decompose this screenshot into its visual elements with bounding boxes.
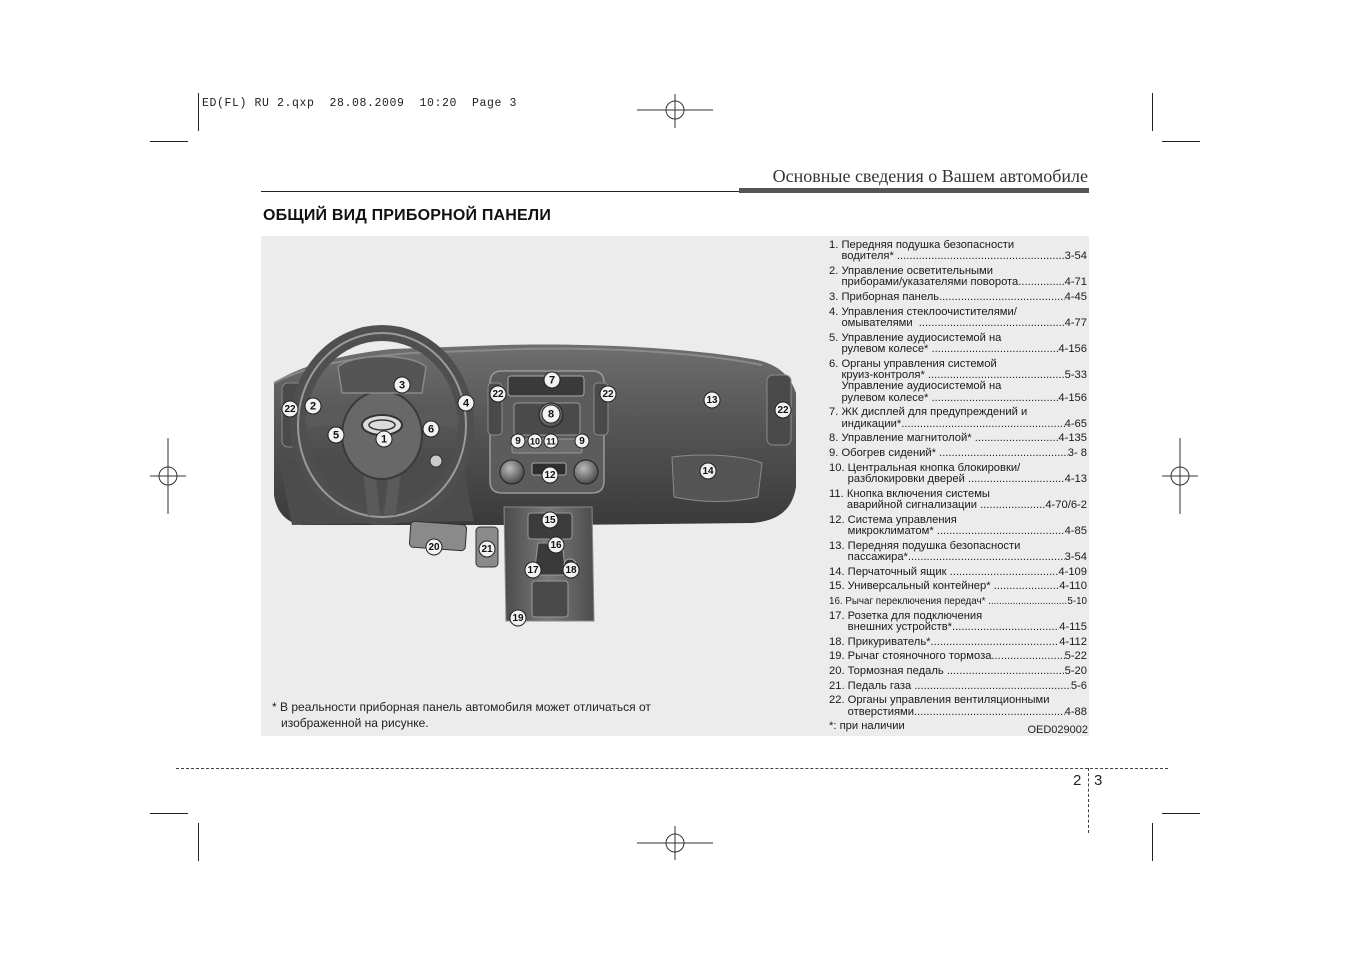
legend-item-page-ref: 5-22 xyxy=(1064,650,1087,663)
svg-text:8: 8 xyxy=(547,408,555,421)
legend-item-text: отверстиями xyxy=(847,705,914,718)
legend-item xyxy=(829,266,1087,289)
legend-item-text: рулевом колесе* xyxy=(841,342,932,355)
svg-text:22: 22 xyxy=(284,404,296,415)
svg-text:7: 7 xyxy=(548,374,556,387)
legend-item-body xyxy=(848,567,1087,578)
page-title: ОБЩИЙ ВИД ПРИБОРНОЙ ПАНЕЛИ xyxy=(263,207,552,224)
legend-item-number: 12. xyxy=(829,513,848,526)
legend-item xyxy=(829,637,1087,648)
legend-item-number: 15. xyxy=(829,580,848,593)
legend-item-page-ref: 5-33 xyxy=(1064,368,1087,381)
legend-item-text: Прикуриватель* xyxy=(847,635,931,648)
callout-20 xyxy=(426,539,442,555)
legend-item-page-ref: 4-110 xyxy=(1059,580,1087,593)
legend-item-body xyxy=(845,596,1087,607)
legend-item-text: Управление осветительными xyxy=(841,264,993,277)
dot-leader xyxy=(914,681,1071,692)
legend-item-page-ref: 4-65 xyxy=(1064,417,1087,430)
callout-19 xyxy=(510,610,526,626)
svg-text:5: 5 xyxy=(332,429,340,442)
dot-leader xyxy=(988,596,1067,607)
legend-item-number: 17. xyxy=(829,609,848,622)
legend-item-page-ref: 4-109 xyxy=(1058,565,1087,578)
legend-item-text: Управление аудиосистемой на xyxy=(841,331,1002,344)
dot-leader xyxy=(939,448,1068,459)
legend-item xyxy=(829,489,1087,512)
legend-item-line xyxy=(841,251,1087,262)
callout-16 xyxy=(548,537,564,553)
legend-item-page-ref: 5-6 xyxy=(1070,679,1087,692)
callout-9b xyxy=(575,434,589,448)
legend-item-text: омывателями xyxy=(841,316,919,329)
callout-3 xyxy=(394,377,410,393)
legend-item-page-ref: 4-71 xyxy=(1064,276,1087,289)
callout-10 xyxy=(528,434,542,448)
legend-item xyxy=(829,666,1087,677)
legend-item-body xyxy=(841,240,1087,263)
legend-item-body xyxy=(848,651,1087,662)
callout-21 xyxy=(479,541,495,557)
legend-item-text: Педаль газа xyxy=(847,679,915,692)
legend-item-line xyxy=(848,651,1087,662)
legend-item-number: 11. xyxy=(829,487,847,500)
svg-text:11: 11 xyxy=(546,436,556,447)
svg-text:18: 18 xyxy=(565,565,577,576)
header-rule-accent xyxy=(739,188,1089,193)
legend-item xyxy=(829,596,1087,607)
legend-item-text: Органы управления вентиляционными xyxy=(847,694,1050,707)
image-code: OED029002 xyxy=(1027,724,1088,736)
legend-item-line xyxy=(848,666,1087,677)
legend-item-line xyxy=(841,292,1087,303)
header-rule xyxy=(261,191,739,192)
legend-item-text: внешних устройств* xyxy=(847,620,953,633)
legend-item-text: Центральная кнопка блокировки/ xyxy=(847,461,1021,474)
legend-item-text: Перчаточный ящик xyxy=(847,565,950,578)
callout-17 xyxy=(525,562,541,578)
legend-item xyxy=(829,651,1087,662)
svg-text:14: 14 xyxy=(702,466,714,477)
legend-item-number: 5. xyxy=(829,331,842,344)
callout-1-label: 1 xyxy=(380,433,388,446)
svg-text:6: 6 xyxy=(427,423,435,436)
legend-item-line xyxy=(841,419,1087,430)
legend-item xyxy=(829,463,1087,486)
legend-item-body xyxy=(841,433,1087,444)
legend-item-body xyxy=(848,463,1087,486)
legend-item-page-ref: 4-85 xyxy=(1064,524,1087,537)
legend-item-number: 3. xyxy=(829,290,842,303)
svg-text:16: 16 xyxy=(550,540,562,551)
legend-note: *: при наличии xyxy=(829,720,905,733)
legend-item-line xyxy=(848,567,1087,578)
legend-item xyxy=(829,611,1087,634)
legend-item-body xyxy=(841,448,1087,459)
legend-item-body xyxy=(848,611,1087,634)
page-gutter-line xyxy=(1088,768,1089,833)
legend-item-line xyxy=(841,381,1087,392)
legend-item-text: Передняя подушка безопасности xyxy=(841,239,1015,251)
legend-item-text: рулевом колесе* xyxy=(841,391,932,404)
callout-15 xyxy=(542,512,558,528)
dot-leader xyxy=(932,344,1059,355)
legend-item-number: 2. xyxy=(829,264,842,277)
legend-item-number: 20. xyxy=(829,664,848,677)
legend-item-line xyxy=(841,344,1087,355)
legend-item-text: Кнопка включения системы xyxy=(846,487,990,500)
dot-leader xyxy=(980,500,1045,511)
dot-leader xyxy=(897,251,1065,262)
callout-14 xyxy=(700,463,716,479)
page-divider xyxy=(176,768,1168,769)
legend-item-text: ЖК дисплей для предупреждений и xyxy=(841,406,1028,419)
legend-item-number: 1. xyxy=(829,239,842,251)
legend-item-page-ref: 3-54 xyxy=(1064,250,1087,263)
callout-12 xyxy=(542,467,558,483)
dot-leader xyxy=(991,651,1064,662)
legend-item-line xyxy=(841,407,1087,418)
legend-item-page-ref: 4-77 xyxy=(1064,316,1087,329)
legend-item-line xyxy=(848,581,1087,592)
callout-9 xyxy=(511,434,525,448)
callout-5 xyxy=(328,427,344,443)
legend-item-body xyxy=(841,307,1087,330)
legend-entries xyxy=(829,240,1087,718)
legend-item xyxy=(829,407,1087,430)
legend-item-body xyxy=(847,489,1087,512)
legend-item-text: Управления стеклоочистителями/ xyxy=(841,305,1017,318)
legend-item-line xyxy=(841,277,1087,288)
legend-item xyxy=(829,333,1087,356)
legend-item-text: микроклиматом* xyxy=(847,524,937,537)
legend-list xyxy=(829,240,1087,733)
dot-leader xyxy=(931,637,1060,648)
dot-leader xyxy=(1018,277,1064,288)
dot-leader xyxy=(932,393,1059,404)
legend-item-number: 21. xyxy=(829,679,848,692)
legend-item-body xyxy=(848,695,1087,718)
legend-item-body xyxy=(848,515,1087,538)
svg-text:19: 19 xyxy=(512,613,524,624)
legend-item-line xyxy=(847,500,1087,511)
callout-18 xyxy=(563,562,579,578)
legend-item-page-ref: 3-54 xyxy=(1064,550,1087,563)
legend-item-number: 13. xyxy=(829,539,848,552)
legend-item-text: Тормозная педаль xyxy=(847,664,947,677)
legend-item-text: индикации* xyxy=(841,417,902,430)
legend-item-body xyxy=(848,681,1087,692)
legend-item xyxy=(829,541,1087,564)
legend-item xyxy=(829,307,1087,330)
svg-text:22: 22 xyxy=(602,389,614,400)
page-number-right: 3 xyxy=(1094,772,1103,789)
svg-text:13: 13 xyxy=(706,395,718,406)
legend-item-body xyxy=(848,541,1087,564)
legend-item xyxy=(829,433,1087,444)
legend-item-body xyxy=(848,666,1087,677)
legend-item-line xyxy=(848,622,1087,633)
footnote-line-1: * В реальности приборная панель автомобиля может отличаться от xyxy=(272,700,651,714)
legend-item xyxy=(829,695,1087,718)
legend-item-number: 4. xyxy=(829,305,842,318)
legend-item-text: Розетка для подключения xyxy=(847,609,983,622)
callout-22c xyxy=(600,386,616,402)
footnote-line-2: изображенной на рисунке. xyxy=(281,715,429,730)
legend-item-page-ref: 3- 8 xyxy=(1067,446,1087,459)
legend-item xyxy=(829,681,1087,692)
legend-item-page-ref: 4-13 xyxy=(1064,472,1087,485)
legend-item-text: приборами/указателями поворота xyxy=(841,276,1019,289)
legend-item-text: водителя* xyxy=(841,250,897,263)
legend-item-line xyxy=(848,707,1087,718)
legend-item-page-ref: 4-112 xyxy=(1059,635,1087,648)
dot-leader xyxy=(975,433,1059,444)
legend-item-body xyxy=(841,407,1087,430)
page-number-left: 2 xyxy=(1073,772,1082,789)
callout-22d xyxy=(775,402,791,418)
legend-item-page-ref: 4-156 xyxy=(1058,391,1087,404)
legend-item-page-ref: 5-10 xyxy=(1067,595,1087,607)
legend-item-text: Приборная панель xyxy=(841,290,940,303)
legend-item-line xyxy=(848,681,1087,692)
svg-text:12: 12 xyxy=(544,470,556,481)
legend-item-number: 16. xyxy=(829,595,846,607)
legend-item-text: разблокировки дверей xyxy=(847,472,968,485)
legend-item-text: аварийной сигнализации xyxy=(846,498,981,511)
dot-leader xyxy=(994,581,1060,592)
callout-13 xyxy=(704,392,720,408)
legend-item-body xyxy=(848,637,1087,648)
legend-item-number: 7. xyxy=(829,406,842,419)
legend-item-page-ref: 4-88 xyxy=(1064,705,1087,718)
legend-item-number: 9. xyxy=(829,446,842,459)
print-slug: ED(FL) RU 2.qxp 28.08.2009 10:20 Page 3 xyxy=(202,97,518,110)
callout-22a xyxy=(282,401,298,417)
dot-leader xyxy=(950,567,1059,578)
legend-item-text: Рычаг стояночного тормоза xyxy=(847,650,992,663)
dot-leader xyxy=(939,292,1065,303)
dot-leader xyxy=(968,474,1065,485)
legend-item xyxy=(829,448,1087,459)
dot-leader xyxy=(919,318,1065,329)
svg-text:22: 22 xyxy=(777,405,789,416)
svg-text:21: 21 xyxy=(481,544,493,555)
legend-item-page-ref: 4-156 xyxy=(1058,342,1087,355)
figure-footnote xyxy=(272,700,712,731)
dot-leader xyxy=(914,707,1065,718)
legend-item-body xyxy=(841,359,1087,404)
callout-7 xyxy=(544,372,560,388)
callout-6 xyxy=(423,421,439,437)
legend-item-line xyxy=(841,318,1087,329)
dot-leader xyxy=(901,419,1064,430)
svg-text:17: 17 xyxy=(527,565,539,576)
svg-text:9: 9 xyxy=(579,436,585,447)
legend-item-line xyxy=(848,526,1087,537)
dashboard-illustration xyxy=(262,275,815,643)
legend-item-page-ref: 4-135 xyxy=(1058,432,1087,445)
legend-item-page-ref: 5-20 xyxy=(1064,664,1087,677)
svg-text:3: 3 xyxy=(398,379,406,392)
legend-item-line xyxy=(848,474,1087,485)
legend-item-text: круиз-контроля* xyxy=(841,368,928,381)
legend-item-number: 10. xyxy=(829,461,848,474)
svg-text:4: 4 xyxy=(462,397,470,410)
legend-item xyxy=(829,359,1087,404)
legend-item-number: 6. xyxy=(829,357,842,370)
dot-leader xyxy=(937,526,1065,537)
legend-item xyxy=(829,567,1087,578)
callout-8 xyxy=(542,405,560,423)
legend-item-line xyxy=(848,637,1087,648)
legend-item-line xyxy=(841,448,1087,459)
callout-4 xyxy=(458,395,474,411)
legend-item xyxy=(829,240,1087,263)
legend-item-line xyxy=(841,393,1087,404)
legend-item-line xyxy=(845,596,1087,607)
legend-item-number: 22. xyxy=(829,694,848,707)
legend-item-text: Управление магнитолой* xyxy=(841,432,975,445)
dot-leader xyxy=(947,666,1065,677)
legend-item-text: Система управления xyxy=(847,513,957,526)
legend-item-number: 18. xyxy=(829,635,848,648)
svg-text:15: 15 xyxy=(544,515,556,526)
legend-item-line xyxy=(848,695,1087,706)
dot-leader xyxy=(952,622,1059,633)
svg-text:20: 20 xyxy=(428,542,440,553)
legend-item-body xyxy=(841,266,1087,289)
legend-item xyxy=(829,515,1087,538)
legend-item-page-ref: 4-70/6-2 xyxy=(1045,498,1087,511)
legend-item-body xyxy=(848,581,1087,592)
legend-item xyxy=(829,292,1087,303)
callout-11 xyxy=(544,434,558,448)
legend-item-page-ref: 4-45 xyxy=(1064,290,1087,303)
svg-text:22: 22 xyxy=(492,389,504,400)
svg-text:2: 2 xyxy=(309,400,317,413)
callout-2 xyxy=(305,398,321,414)
legend-item-body xyxy=(841,333,1087,356)
legend-item-body xyxy=(841,292,1087,303)
legend-item-line xyxy=(841,433,1087,444)
section-title: Основные сведения о Вашем автомобиле xyxy=(772,166,1088,186)
dot-leader xyxy=(908,552,1065,563)
legend-item-text: Универсальный контейнер* xyxy=(847,580,994,593)
legend-item-line xyxy=(848,552,1087,563)
legend-item-number: 14. xyxy=(829,565,848,578)
legend-item-text: Обогрев сидений* xyxy=(841,446,940,459)
legend-item-text: Органы управления системой xyxy=(841,357,997,370)
legend-item-text: Передняя подушка безопасности xyxy=(847,539,1021,552)
legend-item-text: Рычаг переключения передач* xyxy=(845,595,989,607)
legend-item-text: пассажира* xyxy=(847,550,908,563)
legend-item-number: 8. xyxy=(829,432,842,445)
svg-text:10: 10 xyxy=(529,436,541,447)
legend-item-page-ref: 4-115 xyxy=(1059,620,1087,633)
legend-item xyxy=(829,581,1087,592)
callout-22b xyxy=(490,386,506,402)
legend-item-number: 19. xyxy=(829,650,848,663)
legend-item-text: Управление аудиосистемой на xyxy=(841,380,1002,393)
callout-1 xyxy=(376,431,392,447)
svg-text:9: 9 xyxy=(515,436,521,447)
